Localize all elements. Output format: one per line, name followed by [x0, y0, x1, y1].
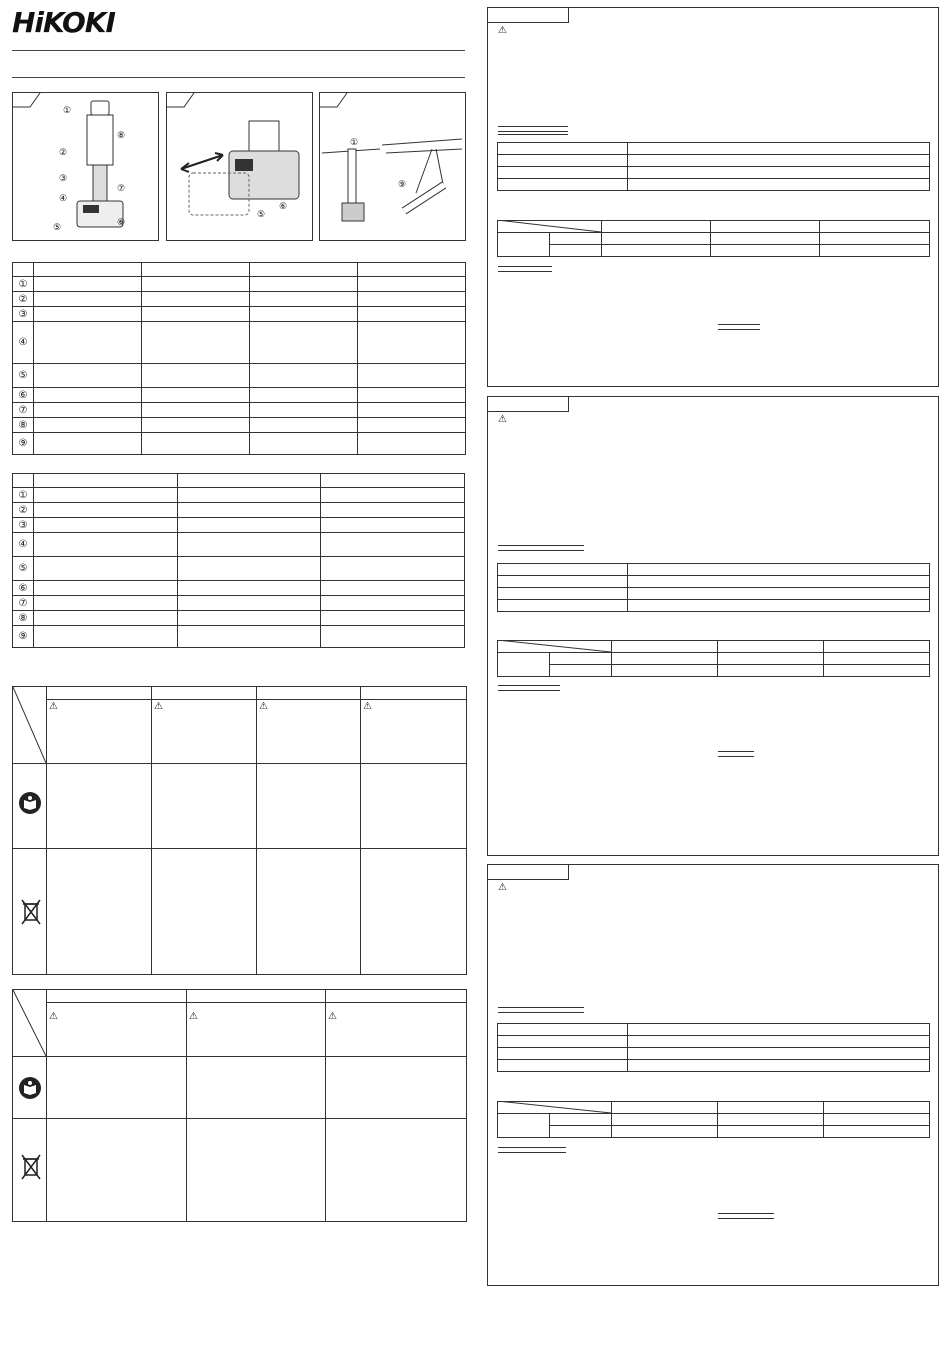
symbols-table-b — [12, 989, 467, 1222]
table-a-row-num: ⑤ — [13, 364, 34, 388]
table-a-row-num: ⑧ — [13, 418, 34, 433]
warning-triangle-icon: ⚠ — [498, 25, 507, 36]
table-a-row-num: ⑦ — [13, 403, 34, 418]
table-b-row-num: ⑥ — [13, 581, 34, 596]
table-b-row-num: ⑨ — [13, 626, 34, 648]
table-b-row-num: ② — [13, 503, 34, 518]
warning-triangle-icon: ⚠ — [328, 1011, 337, 1022]
figure-1 — [12, 92, 159, 241]
table-a-row-num: ⑨ — [13, 433, 34, 455]
warning-triangle-icon: ⚠ — [189, 1011, 198, 1022]
runtime-table-2 — [497, 640, 929, 678]
parts-table-a — [12, 262, 466, 455]
header-rule-1 — [12, 50, 465, 51]
warning-triangle-icon: ⚠ — [498, 882, 507, 893]
book-read-manual-icon — [18, 791, 42, 815]
fig2-callout-5: ⑤ — [257, 209, 266, 219]
table-a-row-num: ② — [13, 292, 34, 307]
fig1-callout-8: ⑧ — [117, 130, 126, 140]
figure-2-drawing — [167, 93, 312, 240]
spec-table-3 — [497, 1023, 930, 1072]
table-b-row-num: ⑧ — [13, 611, 34, 626]
warning-triangle-icon: ⚠ — [49, 701, 58, 712]
book-read-manual-icon — [18, 1076, 42, 1100]
parts-table-b — [12, 473, 465, 648]
figure-1-drawing — [13, 93, 158, 240]
fig3-callout-9: ⑨ — [398, 179, 407, 189]
brand-logo: HiKOKI — [12, 6, 115, 39]
table-a-row-num: ⑥ — [13, 388, 34, 403]
fig3-callout-1: ① — [350, 137, 359, 147]
symbols-table-a — [12, 686, 467, 975]
runtime-table-3 — [497, 1101, 929, 1139]
fig1-callout-6: ⑥ — [117, 217, 126, 227]
figure-3 — [319, 92, 466, 241]
table-a-row-num: ① — [13, 277, 34, 292]
runtime-table-1 — [497, 220, 929, 258]
table-b-row-num: ① — [13, 488, 34, 503]
figure-3-drawing — [320, 93, 465, 240]
warning-triangle-icon: ⚠ — [498, 414, 507, 425]
table-b-row-num: ④ — [13, 533, 34, 557]
table-b-row-num: ⑦ — [13, 596, 34, 611]
fig1-callout-2: ② — [59, 147, 68, 157]
warning-triangle-icon: ⚠ — [154, 701, 163, 712]
crossed-bin-icon — [21, 899, 41, 925]
fig1-callout-4: ④ — [59, 193, 68, 203]
table-b-row-num: ③ — [13, 518, 34, 533]
language-section-1 — [487, 7, 939, 387]
language-section-3 — [487, 864, 939, 1286]
table-a-row-num: ③ — [13, 307, 34, 322]
figure-2 — [166, 92, 313, 241]
fig1-callout-7: ⑦ — [117, 183, 126, 193]
table-a-row-num: ④ — [13, 322, 34, 364]
crossed-bin-icon — [21, 1154, 41, 1180]
fig2-callout-6: ⑥ — [279, 201, 288, 211]
spec-table-2 — [497, 563, 930, 612]
spec-table-1 — [497, 142, 930, 191]
header-rule-2 — [12, 77, 465, 78]
warning-triangle-icon: ⚠ — [259, 701, 268, 712]
warning-triangle-icon: ⚠ — [363, 701, 372, 712]
table-b-row-num: ⑤ — [13, 557, 34, 581]
language-section-2 — [487, 396, 939, 856]
fig1-callout-5: ⑤ — [53, 222, 62, 232]
fig1-callout-3: ③ — [59, 173, 68, 183]
warning-triangle-icon: ⚠ — [49, 1011, 58, 1022]
fig1-callout-1: ① — [63, 105, 72, 115]
